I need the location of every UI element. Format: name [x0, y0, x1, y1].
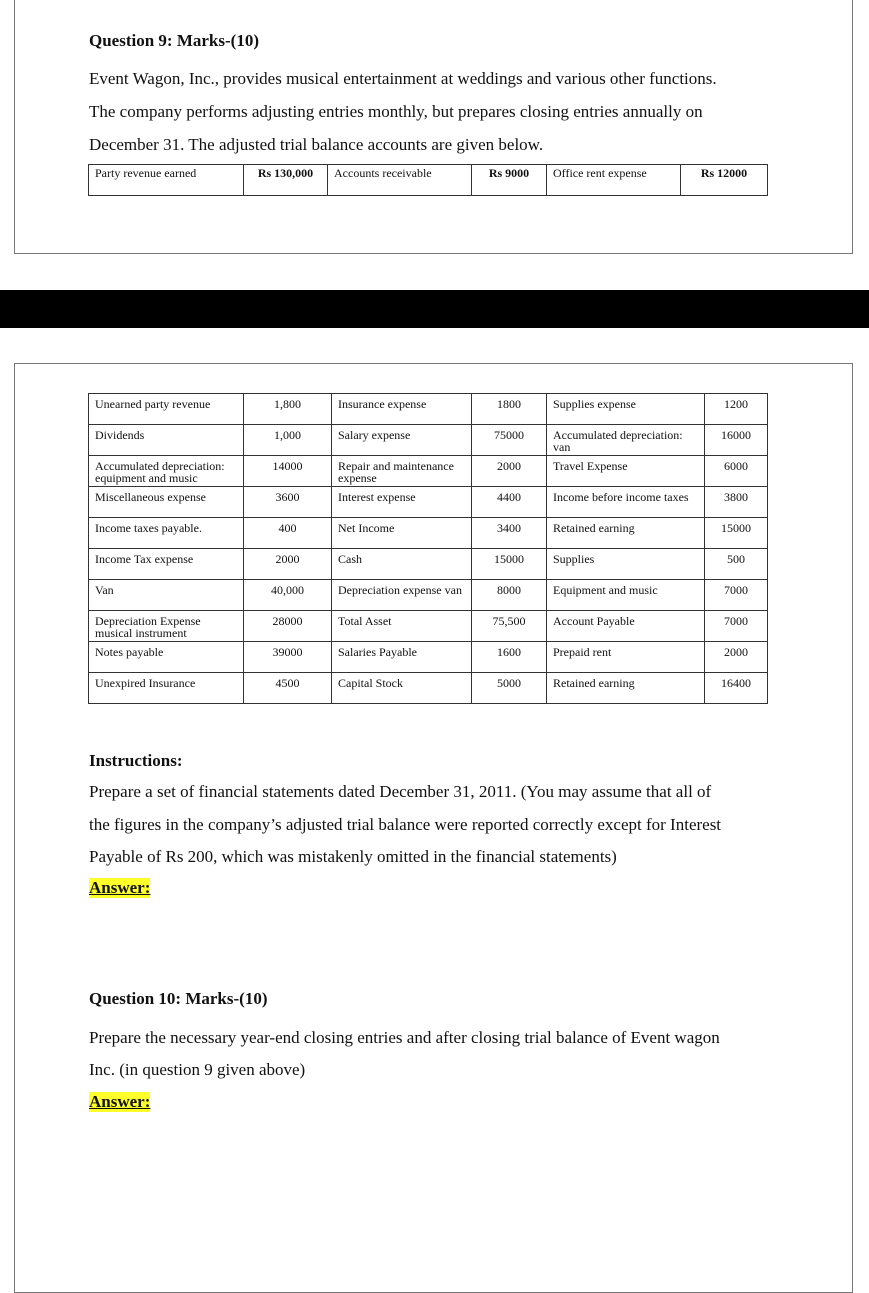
account-name: Miscellaneous expense: [89, 487, 244, 518]
account-value: 1,800: [244, 394, 332, 425]
account-value: 7000: [705, 580, 768, 611]
account-value: 7000: [705, 611, 768, 642]
question-9-intro-line-3: December 31. The adjusted trial balance accounts are given below.: [89, 135, 544, 154]
instructions-line-1: Prepare a set of financial statements dated December 31, 2011. (You may assume that all of: [89, 782, 712, 801]
account-value: 1600: [472, 642, 547, 673]
account-name: Retained earning: [547, 673, 705, 704]
table-row: [89, 456, 768, 487]
account-name: Travel Expense: [547, 456, 705, 487]
table-row: [89, 611, 768, 642]
account-name: Repair and maintenance expense: [332, 456, 472, 487]
account-name: Prepaid rent: [547, 642, 705, 673]
question-9-answer-label: Answer:: [89, 878, 151, 897]
question-10-line-2: Inc. (in question 9 given above): [89, 1060, 306, 1079]
account-value: 1800: [472, 394, 547, 425]
account-name: Account Payable: [547, 611, 705, 642]
question-9-intro-line-1: Event Wagon, Inc., provides musical entertainment at weddings and various other functions.: [89, 69, 717, 88]
account-name: Depreciation expense van: [332, 580, 472, 611]
account-value: 75,500: [472, 611, 547, 642]
account-name: Total Asset: [332, 611, 472, 642]
trial-balance-first-row: [88, 164, 768, 196]
page-2: [14, 363, 853, 1293]
account-name: Supplies: [547, 549, 705, 580]
account-name: Notes payable: [89, 642, 244, 673]
question-10-title: Question 10: Marks-(10): [89, 989, 268, 1008]
account-value: 40,000: [244, 580, 332, 611]
account-name: Income before income taxes: [547, 487, 705, 518]
account-name: Retained earning: [547, 518, 705, 549]
account-value: 39000: [244, 642, 332, 673]
account-name: Salaries Payable: [332, 642, 472, 673]
account-value: 3400: [472, 518, 547, 549]
account-name: Party revenue earned: [89, 165, 244, 196]
account-name: Insurance expense: [332, 394, 472, 425]
account-value: 16000: [705, 425, 768, 456]
account-name: Dividends: [89, 425, 244, 456]
table-row: [89, 580, 768, 611]
instructions-line-3: Payable of Rs 200, which was mistakenly omitted in the financial statements): [89, 847, 617, 866]
account-value: 5000: [472, 673, 547, 704]
account-value: 15000: [472, 549, 547, 580]
account-value: 3800: [705, 487, 768, 518]
account-name: Income taxes payable.: [89, 518, 244, 549]
instructions-title: Instructions:: [89, 751, 183, 770]
account-name: Capital Stock: [332, 673, 472, 704]
account-name: Income Tax expense: [89, 549, 244, 580]
page-1: [14, 0, 853, 254]
account-name: Accounts receivable: [328, 165, 472, 196]
table-row: [89, 673, 768, 704]
table-row: [89, 487, 768, 518]
account-value: 2000: [705, 642, 768, 673]
account-value: 1,000: [244, 425, 332, 456]
account-name: Accumulated depreciation: equipment and music: [89, 456, 244, 487]
table-row: [89, 425, 768, 456]
question-10-answer-label: Answer:: [89, 1092, 151, 1111]
account-name: Equipment and music: [547, 580, 705, 611]
account-value: 15000: [705, 518, 768, 549]
account-value: 500: [705, 549, 768, 580]
table-row: [89, 642, 768, 673]
account-name: Unearned party revenue: [89, 394, 244, 425]
account-name: Unexpired Insurance: [89, 673, 244, 704]
trial-balance-table: [88, 393, 768, 704]
account-value: 3600: [244, 487, 332, 518]
account-value: Rs 130,000: [244, 165, 328, 196]
account-value: 6000: [705, 456, 768, 487]
account-value: Rs 12000: [681, 165, 768, 196]
account-value: 28000: [244, 611, 332, 642]
account-value: 2000: [244, 549, 332, 580]
account-value: 1200: [705, 394, 768, 425]
account-value: 16400: [705, 673, 768, 704]
account-value: 2000: [472, 456, 547, 487]
account-name: Cash: [332, 549, 472, 580]
table-row: [89, 549, 768, 580]
table-row: [89, 518, 768, 549]
account-value: 14000: [244, 456, 332, 487]
account-value: 8000: [472, 580, 547, 611]
page-separator: [0, 290, 869, 328]
account-value: 75000: [472, 425, 547, 456]
account-name: Supplies expense: [547, 394, 705, 425]
question-9-intro-line-2: The company performs adjusting entries monthly, but prepares closing entries annually on: [89, 102, 703, 121]
account-value: 400: [244, 518, 332, 549]
account-name: Van: [89, 580, 244, 611]
instructions-line-2: the figures in the company’s adjusted trial balance were reported correctly except for Interest: [89, 815, 722, 834]
account-name: Salary expense: [332, 425, 472, 456]
question-10-line-1: Prepare the necessary year-end closing entries and after closing trial balance of Event wagon: [89, 1028, 720, 1047]
account-name: Office rent expense: [547, 165, 681, 196]
account-name: Net Income: [332, 518, 472, 549]
account-value: 4400: [472, 487, 547, 518]
account-name: Interest expense: [332, 487, 472, 518]
account-name: Accumulated depreciation: van: [547, 425, 705, 456]
table-row: [89, 394, 768, 425]
account-value: 4500: [244, 673, 332, 704]
account-name: Depreciation Expense musical instrument: [89, 611, 244, 642]
question-9-title: Question 9: Marks-(10): [89, 31, 259, 50]
account-value: Rs 9000: [472, 165, 547, 196]
